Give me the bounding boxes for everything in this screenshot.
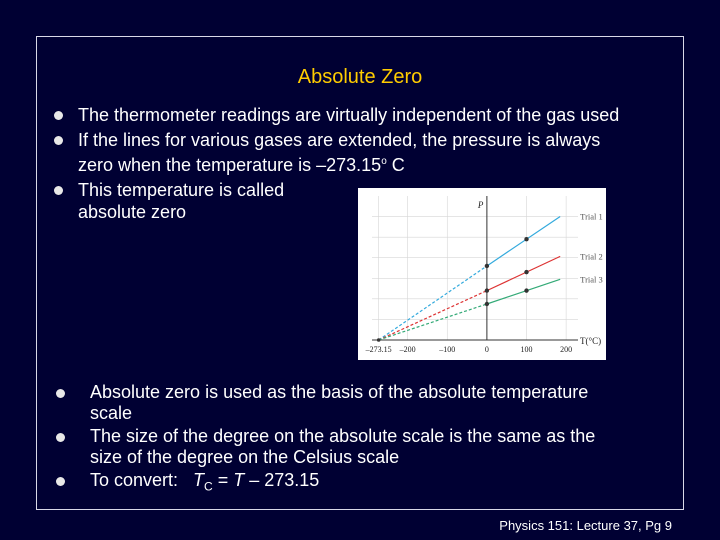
bullet-dot-icon bbox=[54, 136, 63, 145]
series-extrapolation-line bbox=[379, 291, 487, 340]
series-label: Trial 3 bbox=[580, 274, 603, 285]
data-point bbox=[524, 270, 528, 274]
series-line bbox=[487, 256, 560, 290]
formula-subscript: C bbox=[204, 479, 213, 494]
x-tick-label: –200 bbox=[399, 345, 416, 354]
absolute-zero-point bbox=[377, 338, 381, 342]
bullet-text: C bbox=[386, 155, 405, 175]
x-tick-label: –273.15 bbox=[365, 345, 392, 354]
data-point bbox=[485, 288, 489, 292]
data-point bbox=[524, 288, 528, 292]
slide-title: Absolute Zero bbox=[297, 66, 423, 88]
x-axis-label: T(°C) bbox=[580, 336, 602, 346]
x-tick-label: 0 bbox=[484, 345, 489, 354]
bullet-continuation bbox=[54, 151, 694, 176]
series-label: Trial 2 bbox=[580, 251, 603, 262]
bullet-text: The size of the degree on the absolute scale is the same as the bbox=[90, 426, 596, 446]
data-point bbox=[524, 237, 528, 241]
formula-equals: = bbox=[212, 470, 234, 490]
footer-lecture-label: Physics 151: Lecture 37, Pg 9 bbox=[499, 518, 672, 533]
formula-t: T bbox=[233, 470, 245, 490]
y-axis-label: P bbox=[477, 200, 484, 210]
bullet-text: absolute zero bbox=[78, 202, 187, 222]
series-line bbox=[487, 279, 560, 304]
bullet-text: scale bbox=[90, 403, 133, 423]
x-tick-label: 100 bbox=[520, 345, 533, 354]
series-extrapolation-line bbox=[379, 304, 487, 340]
bullet-text: Absolute zero is used as the basis of the absolute temperature bbox=[90, 382, 589, 402]
formula-tc: T bbox=[193, 470, 205, 490]
bullet-item bbox=[56, 382, 686, 424]
bullet-text: This temperature is called bbox=[78, 180, 285, 200]
bullet-text: To convert: bbox=[90, 470, 194, 490]
bullet-text: The thermometer readings are virtually independent of the gas used bbox=[78, 105, 620, 125]
pressure-temperature-chart bbox=[358, 188, 606, 360]
series-label: Trial 1 bbox=[580, 211, 603, 222]
bullet-item bbox=[56, 470, 686, 498]
bullet-item bbox=[54, 129, 694, 151]
bullet-dot-icon bbox=[54, 186, 63, 195]
bullet-dot-icon bbox=[56, 433, 65, 442]
data-point bbox=[485, 264, 489, 268]
bullet-dot-icon bbox=[56, 477, 65, 486]
series-extrapolation-line bbox=[379, 266, 487, 340]
degree-superscript: o bbox=[381, 156, 387, 167]
series-line bbox=[487, 216, 560, 265]
bullet-text: If the lines for various gases are extended, the pressure is always bbox=[78, 130, 601, 150]
bullet-dot-icon bbox=[56, 389, 65, 398]
data-point bbox=[485, 302, 489, 306]
formula-rest: – 273.15 bbox=[244, 470, 320, 490]
bullet-text: zero when the temperature is –273.15 bbox=[78, 155, 382, 175]
bullet-item bbox=[56, 426, 686, 468]
x-tick-label: 200 bbox=[560, 345, 573, 354]
bullet-list-bottom bbox=[56, 382, 686, 500]
bullet-dot-icon bbox=[54, 111, 63, 120]
bullet-item bbox=[54, 104, 694, 126]
x-tick-label: –100 bbox=[439, 345, 456, 354]
bullet-text: size of the degree on the Celsius scale bbox=[90, 447, 400, 467]
